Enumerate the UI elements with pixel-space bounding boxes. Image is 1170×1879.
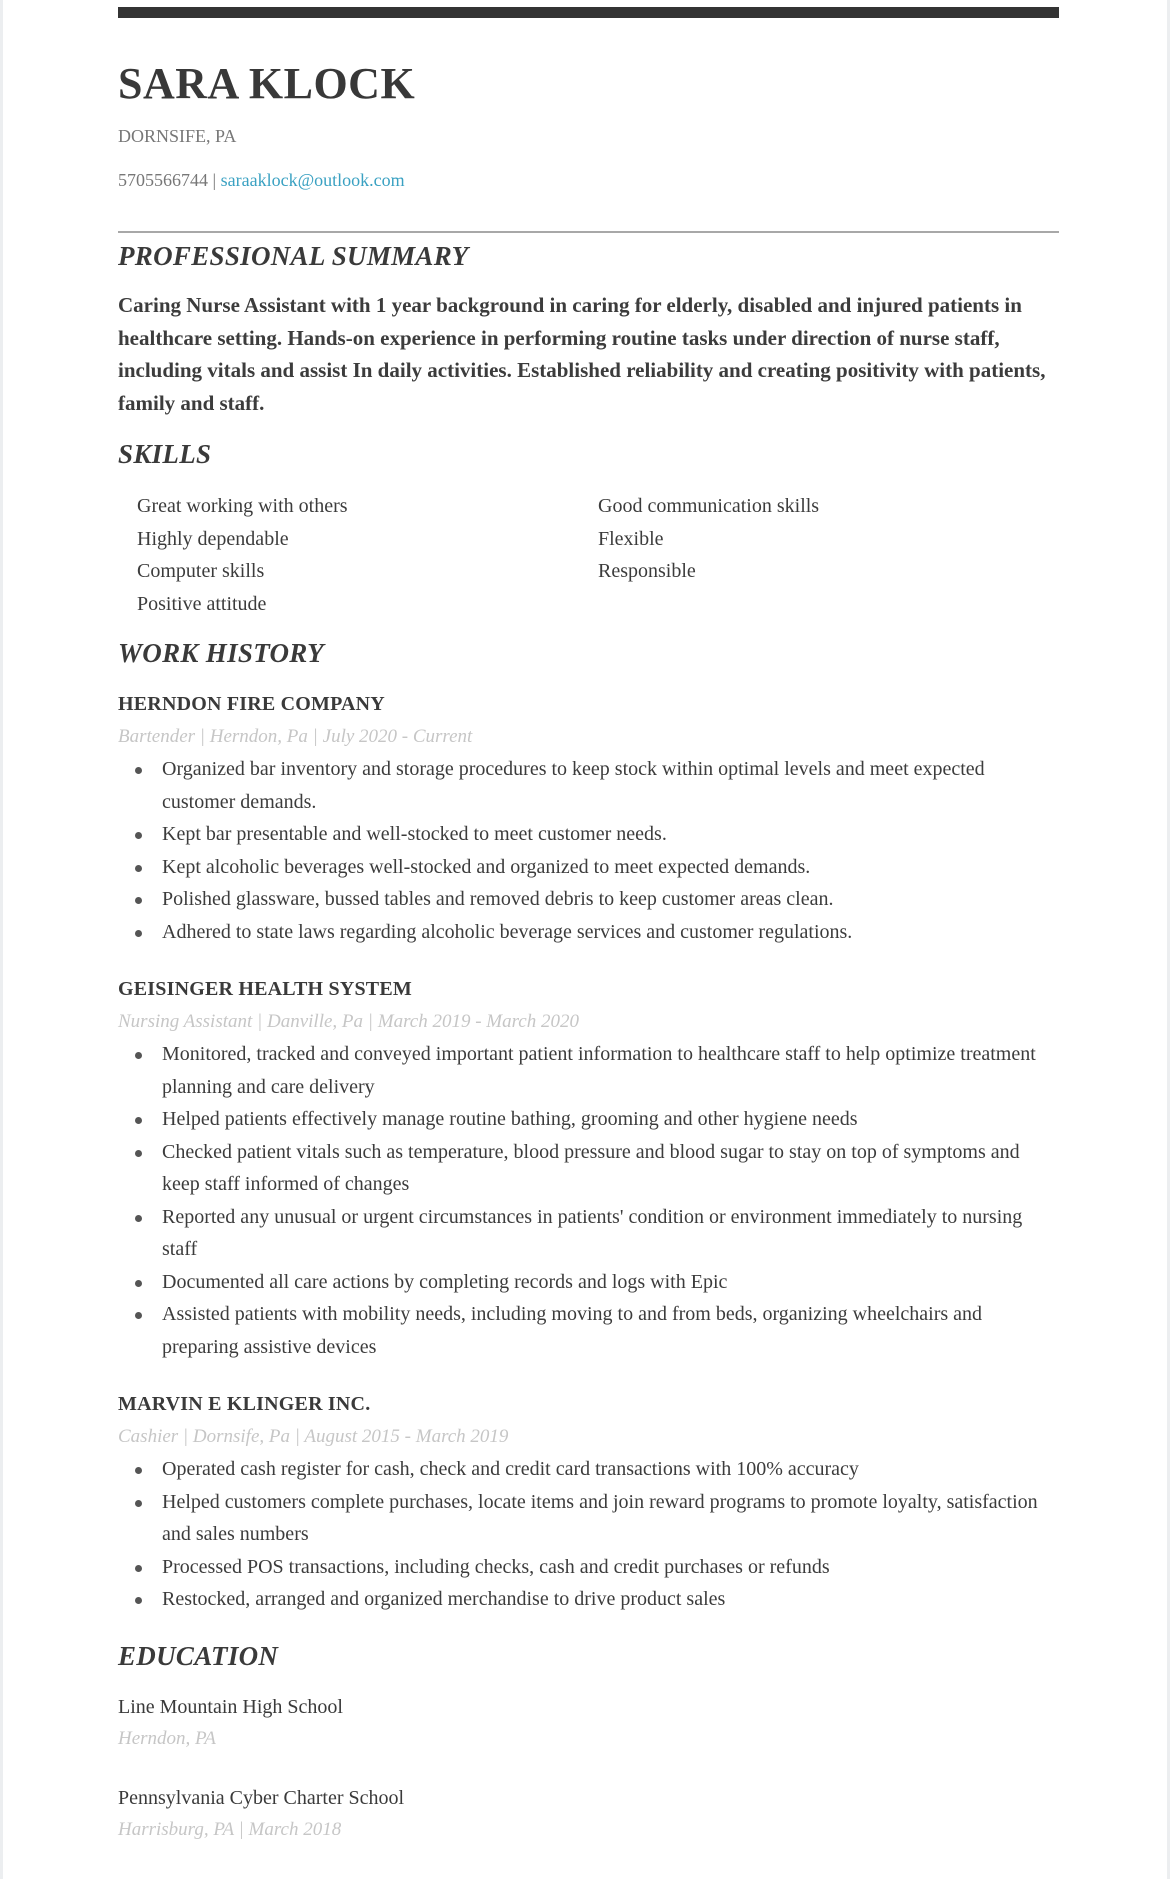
- skill-item: Great working with others: [137, 495, 348, 517]
- school-meta: Harrisburg, PA | March 2018: [118, 1819, 342, 1840]
- skills-list: [137, 490, 1059, 620]
- job-meta: Nursing Assistant | Danville, Pa | March 2019 - March 2020: [118, 1010, 579, 1032]
- skill-item: Flexible: [598, 527, 664, 550]
- job-bullet: [162, 916, 1042, 949]
- skills-heading: SKILLS: [118, 439, 212, 469]
- job-bullet-text: Organized bar inventory and storage procedures to keep stock within optimal levels and meet expected customer demands.: [162, 758, 985, 813]
- job-bullet: [162, 1298, 1042, 1363]
- job-bullet: [162, 1201, 1042, 1266]
- job-bullet: [162, 1266, 1042, 1299]
- work-history-heading: WORK HISTORY: [118, 638, 324, 668]
- page-edge-left: [0, 0, 3, 1879]
- job-entry: [118, 973, 1059, 1363]
- job-bullets: [118, 1038, 1059, 1363]
- education-heading: EDUCATION: [118, 1640, 279, 1671]
- job-bullet-text: Polished glassware, bussed tables and removed debris to keep customer areas clean.: [162, 888, 834, 910]
- bullet-dot-icon: [135, 832, 142, 839]
- bullet-dot-icon: [135, 1280, 142, 1287]
- bullet-dot-icon: [135, 1215, 142, 1222]
- job-bullet-text: Checked patient vitals such as temperature, blood pressure and blood sugar to stay on top of symptoms and keep staff informed of changes: [162, 1140, 1020, 1195]
- school-name: Line Mountain High School: [118, 1695, 343, 1718]
- skills-column-right: [598, 490, 1059, 620]
- job-bullet-text: Operated cash register for cash, check and credit card transactions with 100% accuracy: [162, 1458, 859, 1480]
- skill-item: Responsible: [598, 560, 696, 582]
- job-bullets: [118, 1453, 1059, 1616]
- bullet-dot-icon: [135, 1565, 142, 1572]
- candidate-location: DORNSIFE, PA: [118, 126, 237, 146]
- education-entry: [118, 1782, 1059, 1847]
- contact-separator: |: [212, 170, 217, 190]
- bullet-dot-icon: [135, 1597, 142, 1604]
- bullet-dot-icon: [135, 1500, 142, 1507]
- header-divider: [118, 231, 1059, 233]
- job-bullet-text: Processed POS transactions, including checks, cash and credit purchases or refunds: [162, 1555, 830, 1578]
- job-bullet: [162, 1486, 1042, 1551]
- email-link[interactable]: saraaklock@outlook.com: [220, 170, 405, 190]
- contact-line: [118, 170, 405, 191]
- job-company: MARVIN E KLINGER INC.: [118, 1393, 371, 1415]
- skill-item: Positive attitude: [137, 592, 267, 615]
- bullet-dot-icon: [135, 767, 142, 774]
- resume-body: [118, 236, 1059, 1847]
- job-bullet: [162, 753, 1042, 818]
- bullet-dot-icon: [135, 1467, 142, 1474]
- job-bullet: [162, 1453, 1042, 1486]
- school-name: Pennsylvania Cyber Charter School: [118, 1786, 405, 1809]
- job-bullet: [162, 1038, 1042, 1103]
- job-bullets: [118, 753, 1059, 948]
- skills-column-left: [137, 490, 598, 620]
- header-accent-bar: [118, 7, 1059, 18]
- job-company: GEISINGER HEALTH SYSTEM: [118, 978, 412, 1000]
- school-meta: Herndon, PA: [118, 1728, 216, 1749]
- skill-item: Good communication skills: [598, 495, 820, 517]
- bullet-dot-icon: [135, 865, 142, 872]
- job-company: HERNDON FIRE COMPANY: [118, 693, 385, 715]
- job-bullet-text: Monitored, tracked and conveyed important patient information to healthcare staff to help optimize treatment planning and care delivery: [162, 1043, 1036, 1098]
- job-bullet-text: Documented all care actions by completing records and logs with Epic: [162, 1270, 728, 1293]
- bullet-dot-icon: [135, 1150, 142, 1157]
- job-bullet-text: Helped customers complete purchases, locate items and join reward programs to promote loyalty, satisfaction and sales numbers: [162, 1490, 1038, 1545]
- job-bullet-text: Adhered to state laws regarding alcoholic beverage services and customer regulations.: [162, 920, 853, 943]
- job-bullet: [162, 1103, 1042, 1136]
- job-meta: Cashier | Dornsife, Pa | August 2015 - March 2019: [118, 1425, 509, 1447]
- job-bullet-text: Assisted patients with mobility needs, including moving to and from beds, organizing wheelchairs and preparing assistive devices: [162, 1303, 983, 1358]
- job-bullet-text: Kept alcoholic beverages well-stocked and organized to meet expected demands.: [162, 855, 811, 878]
- job-bullet: [162, 1136, 1042, 1201]
- skill-item: Computer skills: [137, 560, 265, 582]
- bullet-dot-icon: [135, 1052, 142, 1059]
- job-bullet: [162, 883, 1042, 916]
- bullet-dot-icon: [135, 930, 142, 937]
- job-bullet: [162, 818, 1042, 851]
- job-bullet: [162, 851, 1042, 884]
- summary-text: Caring Nurse Assistant with 1 year background in caring for elderly, disabled and injured patients in healthcare setting. Hands-on experience in performing routine tasks under direction of nurse staff, including vitals and assist In daily activities. Established reliability and creating positivity with patients, family and staff.: [118, 293, 1046, 415]
- education-entry: [118, 1691, 1059, 1756]
- job-bullet-text: Reported any unusual or urgent circumstances in patients' condition or environment immediately to nursing staff: [162, 1205, 1023, 1260]
- bullet-dot-icon: [135, 897, 142, 904]
- job-bullet-text: Helped patients effectively manage routine bathing, grooming and other hygiene needs: [162, 1108, 858, 1130]
- job-entry: [118, 688, 1059, 948]
- job-bullet: [162, 1583, 1042, 1616]
- job-bullet-text: Kept bar presentable and well-stocked to meet customer needs.: [162, 823, 667, 845]
- job-entry: [118, 1388, 1059, 1616]
- summary-heading: PROFESSIONAL SUMMARY: [118, 241, 469, 271]
- skill-item: Highly dependable: [137, 527, 289, 550]
- bullet-dot-icon: [135, 1312, 142, 1319]
- job-bullet: [162, 1551, 1042, 1584]
- job-bullet-text: Restocked, arranged and organized merchandise to drive product sales: [162, 1588, 726, 1610]
- bullet-dot-icon: [135, 1117, 142, 1124]
- job-meta: Bartender | Herndon, Pa | July 2020 - Current: [118, 725, 473, 747]
- candidate-name: SARA KLOCK: [118, 59, 416, 108]
- phone-number: 5705566744: [118, 170, 208, 190]
